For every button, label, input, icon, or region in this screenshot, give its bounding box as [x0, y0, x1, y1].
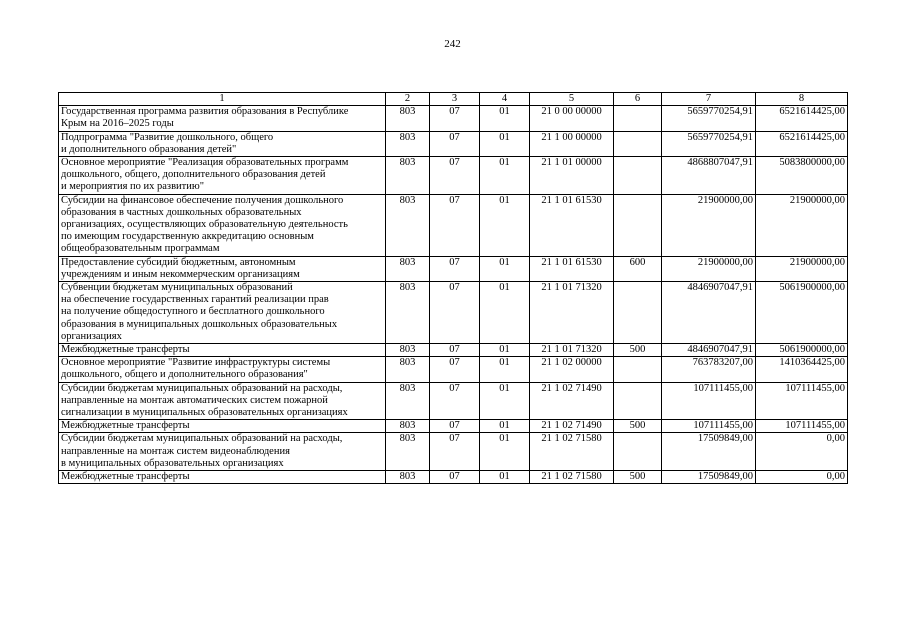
- row-ministry-cell: 803: [386, 131, 430, 156]
- row-subsection-cell: 01: [480, 420, 530, 433]
- table-body: [59, 106, 848, 484]
- row-ministry-cell: 803: [386, 433, 430, 471]
- budget-table: [58, 92, 848, 484]
- row-ministry-cell: 803: [386, 194, 430, 256]
- row-subsection-cell: 01: [480, 344, 530, 357]
- column-header: 5: [530, 93, 614, 106]
- row-subsection-cell: 01: [480, 131, 530, 156]
- table-row: [59, 256, 848, 281]
- row-amount-year2-cell: 6521614425,00: [756, 106, 848, 131]
- row-subsection-cell: 01: [480, 433, 530, 471]
- row-amount-year2-cell: 0,00: [756, 471, 848, 484]
- row-expense-type-cell: [614, 131, 662, 156]
- row-amount-year1-cell: 107111455,00: [662, 420, 756, 433]
- row-amount-year2-cell: 107111455,00: [756, 420, 848, 433]
- row-ministry-cell: 803: [386, 106, 430, 131]
- row-section-cell: 07: [430, 344, 480, 357]
- row-section-cell: 07: [430, 471, 480, 484]
- row-subsection-cell: 01: [480, 256, 530, 281]
- table-row: [59, 382, 848, 420]
- row-subsection-cell: 01: [480, 471, 530, 484]
- row-target-article-cell: 21 1 01 71320: [530, 282, 614, 344]
- row-name-cell: Предоставление субсидий бюджетным, автономным учреждениям и иным некоммерческим организациям: [59, 256, 386, 281]
- row-section-cell: 07: [430, 357, 480, 382]
- row-section-cell: 07: [430, 131, 480, 156]
- row-name-cell: Межбюджетные трансферты: [59, 344, 386, 357]
- row-section-cell: 07: [430, 382, 480, 420]
- page-number: 242: [444, 38, 461, 50]
- column-header: 4: [480, 93, 530, 106]
- row-expense-type-cell: 500: [614, 420, 662, 433]
- row-target-article-cell: 21 1 02 00000: [530, 357, 614, 382]
- row-target-article-cell: 21 1 01 61530: [530, 194, 614, 256]
- row-subsection-cell: 01: [480, 106, 530, 131]
- row-name-cell: Субсидии на финансовое обеспечение получения дошкольного образования в частных дошкольных образовательных организациях, осуществляющих образовательную деятельность по имеющим государственную аккредитацию основным общеобразовательным программам: [59, 194, 386, 256]
- row-target-article-cell: 21 1 02 71490: [530, 420, 614, 433]
- row-amount-year1-cell: 763783207,00: [662, 357, 756, 382]
- row-target-article-cell: 21 1 01 71320: [530, 344, 614, 357]
- row-name-cell: Субсидии бюджетам муниципальных образований на расходы, направленные на монтаж систем видеонаблюдения в муниципальных образовательных организациях: [59, 433, 386, 471]
- row-amount-year2-cell: 6521614425,00: [756, 131, 848, 156]
- column-header: 6: [614, 93, 662, 106]
- row-section-cell: 07: [430, 282, 480, 344]
- row-expense-type-cell: [614, 106, 662, 131]
- table-row: [59, 344, 848, 357]
- row-ministry-cell: 803: [386, 344, 430, 357]
- row-name-cell: Межбюджетные трансферты: [59, 471, 386, 484]
- row-name-cell: Подпрограмма "Развитие дошкольного, общего и дополнительного образования детей": [59, 131, 386, 156]
- row-amount-year1-cell: 4846907047,91: [662, 282, 756, 344]
- row-amount-year1-cell: 4868807047,91: [662, 157, 756, 195]
- row-subsection-cell: 01: [480, 382, 530, 420]
- row-name-cell: Государственная программа развития образования в Республике Крым на 2016–2025 годы: [59, 106, 386, 131]
- row-target-article-cell: 21 1 01 61530: [530, 256, 614, 281]
- row-ministry-cell: 803: [386, 471, 430, 484]
- row-section-cell: 07: [430, 256, 480, 281]
- row-ministry-cell: 803: [386, 382, 430, 420]
- column-header: 3: [430, 93, 480, 106]
- row-section-cell: 07: [430, 194, 480, 256]
- row-ministry-cell: 803: [386, 256, 430, 281]
- row-amount-year2-cell: 0,00: [756, 433, 848, 471]
- table-row: [59, 420, 848, 433]
- row-amount-year1-cell: 21900000,00: [662, 256, 756, 281]
- row-section-cell: 07: [430, 106, 480, 131]
- row-name-cell: Основное мероприятие "Развитие инфраструктуры системы дошкольного, общего и дополнительного образования": [59, 357, 386, 382]
- column-header: 1: [59, 93, 386, 106]
- table-row: [59, 194, 848, 256]
- row-expense-type-cell: 500: [614, 471, 662, 484]
- row-expense-type-cell: [614, 157, 662, 195]
- table-row: [59, 282, 848, 344]
- row-amount-year1-cell: 21900000,00: [662, 194, 756, 256]
- row-ministry-cell: 803: [386, 282, 430, 344]
- row-name-cell: Основное мероприятие "Реализация образовательных программ дошкольного, общего, дополнительного образования детей и мероприятия по их развитию": [59, 157, 386, 195]
- row-expense-type-cell: 500: [614, 344, 662, 357]
- row-subsection-cell: 01: [480, 282, 530, 344]
- row-target-article-cell: 21 1 00 00000: [530, 131, 614, 156]
- table-row: [59, 471, 848, 484]
- row-name-cell: Субвенции бюджетам муниципальных образований на обеспечение государственных гарантий реализации прав на получение общедоступного и бесплатного дошкольного образования в муниципальных дошкольных образовательных организациях: [59, 282, 386, 344]
- row-expense-type-cell: [614, 194, 662, 256]
- column-header: 8: [756, 93, 848, 106]
- row-amount-year1-cell: 107111455,00: [662, 382, 756, 420]
- row-name-cell: Межбюджетные трансферты: [59, 420, 386, 433]
- row-amount-year1-cell: 5659770254,91: [662, 131, 756, 156]
- row-expense-type-cell: [614, 357, 662, 382]
- row-amount-year2-cell: 5061900000,00: [756, 344, 848, 357]
- row-section-cell: 07: [430, 420, 480, 433]
- row-amount-year2-cell: 21900000,00: [756, 256, 848, 281]
- row-section-cell: 07: [430, 157, 480, 195]
- row-subsection-cell: 01: [480, 194, 530, 256]
- row-amount-year1-cell: 17509849,00: [662, 433, 756, 471]
- row-ministry-cell: 803: [386, 420, 430, 433]
- table-row: [59, 106, 848, 131]
- row-expense-type-cell: [614, 433, 662, 471]
- table-row: [59, 157, 848, 195]
- column-header: 2: [386, 93, 430, 106]
- row-target-article-cell: 21 1 01 00000: [530, 157, 614, 195]
- row-expense-type-cell: 600: [614, 256, 662, 281]
- row-section-cell: 07: [430, 433, 480, 471]
- row-subsection-cell: 01: [480, 157, 530, 195]
- table-row: [59, 433, 848, 471]
- row-target-article-cell: 21 1 02 71580: [530, 471, 614, 484]
- row-ministry-cell: 803: [386, 357, 430, 382]
- row-target-article-cell: 21 1 02 71580: [530, 433, 614, 471]
- row-amount-year1-cell: 5659770254,91: [662, 106, 756, 131]
- row-amount-year2-cell: 5083800000,00: [756, 157, 848, 195]
- table-header-row: [59, 93, 848, 106]
- row-amount-year2-cell: 21900000,00: [756, 194, 848, 256]
- row-amount-year2-cell: 107111455,00: [756, 382, 848, 420]
- row-target-article-cell: 21 0 00 00000: [530, 106, 614, 131]
- row-target-article-cell: 21 1 02 71490: [530, 382, 614, 420]
- row-amount-year2-cell: 5061900000,00: [756, 282, 848, 344]
- column-header: 7: [662, 93, 756, 106]
- row-amount-year1-cell: 17509849,00: [662, 471, 756, 484]
- row-expense-type-cell: [614, 282, 662, 344]
- row-amount-year1-cell: 4846907047,91: [662, 344, 756, 357]
- row-name-cell: Субсидии бюджетам муниципальных образований на расходы, направленные на монтаж автоматических систем пожарной сигнализации в муниципальных образовательных организациях: [59, 382, 386, 420]
- row-ministry-cell: 803: [386, 157, 430, 195]
- table-row: [59, 357, 848, 382]
- row-expense-type-cell: [614, 382, 662, 420]
- table-row: [59, 131, 848, 156]
- row-amount-year2-cell: 1410364425,00: [756, 357, 848, 382]
- row-subsection-cell: 01: [480, 357, 530, 382]
